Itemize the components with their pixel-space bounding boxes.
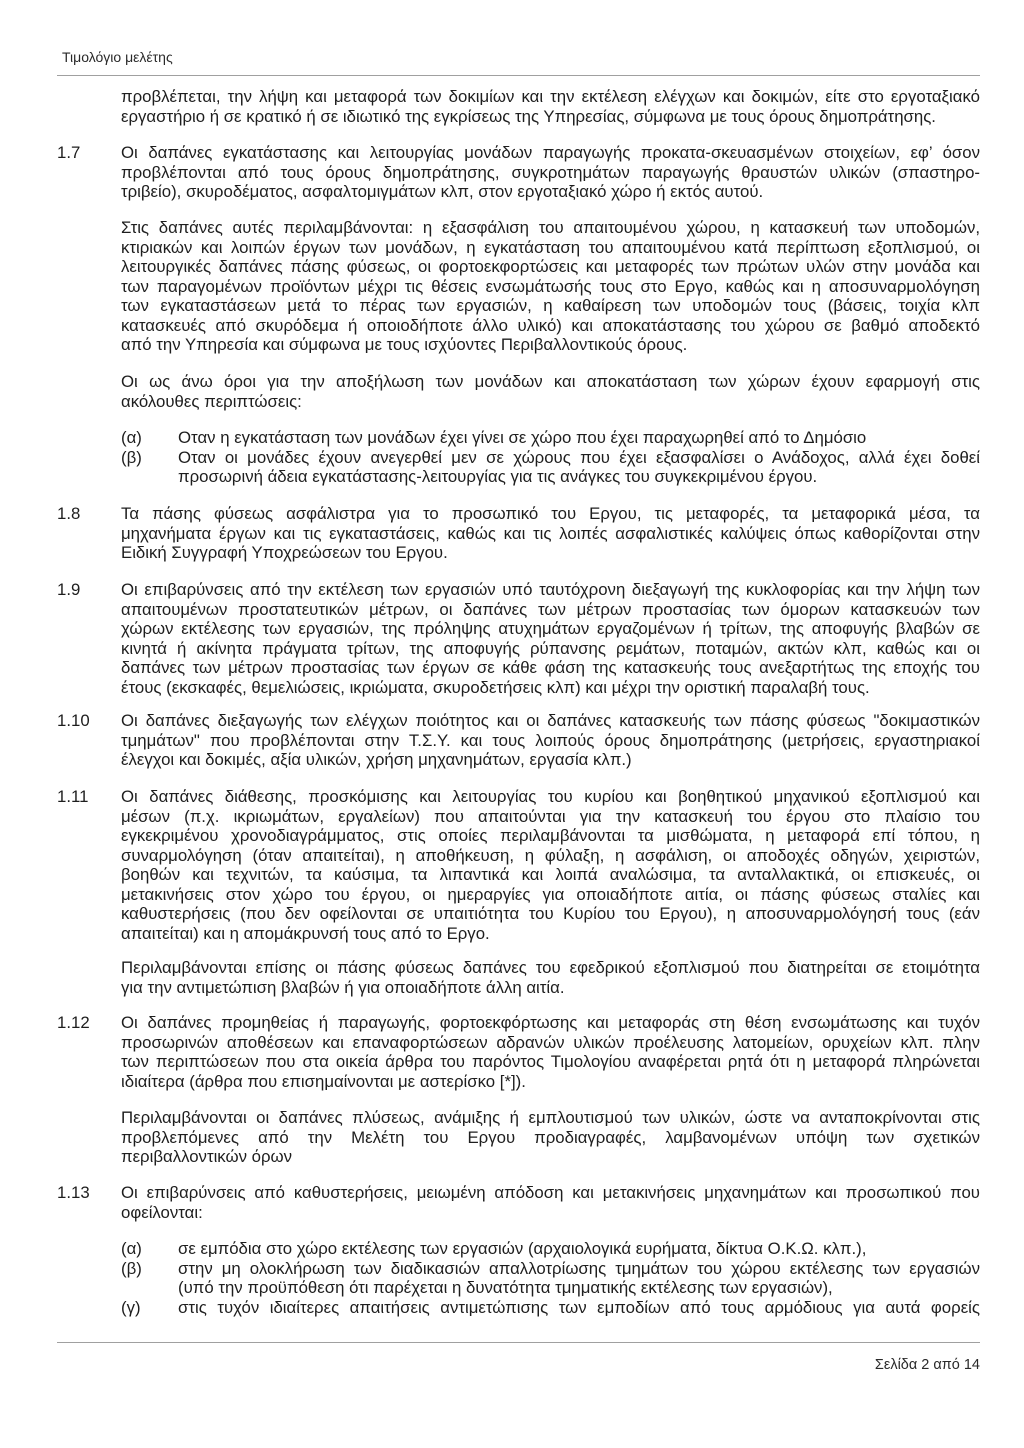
text-line: τμημάτων" που προβλέπονται στην Τ.Σ.Υ. και τους λοιπούς όρους δημοπράτησης (μετρήσεις, εργαστηριακοί — [121, 730, 980, 750]
list-item — [121, 1259, 980, 1298]
section-number: 1.11 — [57, 787, 89, 806]
text-line: Οι ως άνω όροι για την αποξήλωση των μονάδων και αποκατάσταση των χώρων έχουν εφαρμογή στις — [121, 372, 980, 391]
list-item-label: (β) — [121, 1258, 142, 1278]
text-line: περιβαλλοντικών όρων — [121, 1147, 293, 1166]
footer-divider — [57, 1342, 980, 1343]
page-number-label: Σελίδα 2 από 14 — [874, 1357, 980, 1373]
text-line: Οταν η εγκατάσταση των μονάδων έχει γίνει σε χώρο που έχει παραχωρηθεί από το Δημόσιο — [178, 428, 867, 447]
text-line: εγκεκριμένου χρονοδιαγράμματος, στις οποίες περιλαμβάνονται τα μισθώματα, η μεταφορά επί τόπου, η — [121, 826, 980, 845]
list-item — [121, 1239, 980, 1259]
list-item — [121, 1298, 980, 1318]
section-paragraph — [121, 218, 980, 355]
text-line: προβλέπονται από τους όρους δημοπράτησης, συγκροτημάτων παραγωγής θραυστών υλικών (σπαστηρο- — [121, 162, 980, 182]
text-line: εργαστήριο ή σε κρατικό ή σε ιδιωτικό της εγκρίσεως της Υπηρεσίας, σύμφωνα με τους όρους δημοπράτησης. — [121, 106, 936, 126]
section-number: 1.10 — [57, 711, 90, 730]
text-line: στις τυχόν ιδιαίτερες απαιτήσεις αντιμετώπισης των εμποδίων από τους αρμόδιους για αυτά φορείς — [178, 1297, 980, 1317]
section-number: 1.8 — [57, 504, 81, 523]
text-line: κινητά ή ακίνητα πράγματα τρίτων, της αποφυγής ρύπανσης ρεμάτων, ποταμών, ακτών κλπ, καθώς και οι — [121, 638, 980, 658]
section-number: 1.13 — [57, 1183, 90, 1202]
text-line: ακόλουθες περιπτώσεις: — [121, 391, 302, 411]
section-paragraph — [121, 504, 980, 563]
text-line: δαπάνες των μέτρων προστασίας των έργων σε κάθε φάση της κατασκευής τους ανεξαρτήτως της εποχής του — [121, 658, 980, 677]
section-paragraph — [121, 372, 980, 411]
section-paragraph — [121, 1013, 980, 1091]
text-line: Οταν οι μονάδες έχουν ανεγερθεί μεν σε χώρους που έχει εξασφαλίσει ο Ανάδοχος, αλλά έχει δοθεί — [178, 447, 980, 467]
section-paragraph — [121, 1183, 980, 1222]
section-paragraph — [121, 787, 980, 943]
list-item-label: (α) — [121, 428, 142, 447]
text-line: Οι επιβαρύνσεις από την εκτέλεση των εργασιών υπό ταυτόχρονη διεξαγωγή της κυκλοφορίας και την λήψη των — [121, 580, 980, 599]
text-line: στην μη ολοκλήρωση των διαδικασιών απαλλοτρίωσης τμημάτων του χώρου εκτέλεσης των εργασιών — [178, 1258, 980, 1278]
section-list — [121, 428, 980, 487]
list-item — [121, 448, 980, 487]
text-line: χώρων εκτέλεσης των εργασιών, της πρόληψης ατυχημάτων εργαζομένων ή τρίτων, της αποφυγής βλαβών σε — [121, 619, 980, 638]
section-paragraph — [121, 711, 980, 770]
intro-paragraph — [121, 87, 980, 126]
section-list — [121, 1239, 980, 1317]
text-line: προβλέπεται, την λήψη και μεταφορά των δοκιμίων και την εκτέλεση ελέγχων και δοκιμών, είτε στο εργοταξιακό — [121, 87, 980, 106]
text-line: Οι δαπάνες διάθεσης, προσκόμισης και λειτουργίας του κυρίου και βοηθητικού μηχανικού εξοπλισμού και — [121, 787, 980, 806]
text-line: Περιλαμβάνονται οι δαπάνες πλύσεως, ανάμιξης ή εμπλουτισμού των υλικών, ώστε να ανταποκρίνονται στις — [121, 1108, 980, 1127]
text-line: από την Υπηρεσία και σύμφωνα με τους ισχύοντες Περιβαλλοντικούς όρους. — [121, 335, 688, 354]
list-item-label: (α) — [121, 1239, 142, 1258]
text-line: Ειδική Συγγραφή Υποχρεώσεων του Εργου. — [121, 543, 448, 562]
text-line: Οι δαπάνες προμηθείας ή παραγωγής, φορτοεκφόρτωσης και μεταφοράς στη θέση ενσωμάτωσης και τυχόν — [121, 1013, 980, 1032]
text-line: Περιλαμβάνονται επίσης οι πάσης φύσεως δαπάνες του εφεδρικού εξοπλισμού που διατηρείται σε ετοιμότητα — [121, 958, 980, 977]
text-line: μετακινήσεις στον χώρο του έργου, οι ημεραργίες για οποιαδήποτε αιτία, οι πάσης φύσεως σταλίες και — [121, 884, 980, 904]
text-line: απαιτουμένων προστατευτικών μέτρων, οι δαπάνες των μέτρων προστασίας των όμορων κατασκευών των — [121, 599, 980, 619]
text-line: Τα πάσης φύσεως ασφάλιστρα για το προσωπικό του Εργου, τις μεταφορές, τα μεταφορικά μέσα, τα — [121, 504, 980, 523]
text-line: έτους (εκσκαφές, θεμελιώσεις, ικριώματα, σκυροδετήσεις κλπ) και μέχρι την οριστική παραλαβή τους. — [121, 677, 870, 697]
text-line: ιδιαίτερα (άρθρα που επισημαίνονται με αστερίσκο [*]). — [121, 1071, 526, 1091]
list-item-label: (β) — [121, 447, 142, 467]
text-line: οφείλονται: — [121, 1202, 203, 1222]
text-line: Οι επιβαρύνσεις από καθυστερήσεις, μειωμένη απόδοση και μετακινήσεις μηχανημάτων και προσωπικού που — [121, 1183, 980, 1202]
text-line: καθυστερήσεις (που δεν οφείλονται σε υπαιτιότητα του Κυρίου του Εργου), η αποσυναρμολόγησή τους (εάν — [121, 904, 980, 923]
text-line: προσωρινή άδεια εγκατάστασης-λειτουργίας για τις ανάγκες του συγκεκριμένου έργου. — [178, 467, 818, 486]
section-paragraph — [121, 143, 980, 202]
text-line: των παραγομένων προϊόντων μέχρι τις θέσεις ενσωμάτωσής τους στο Εργο, καθώς και η αποσυναρμολόγηση — [121, 276, 980, 296]
text-line: Οι δαπάνες διεξαγωγής των ελέγχων ποιότητος και οι δαπάνες κατασκευής των πάσης φύσεως "δοκιμαστικών — [121, 711, 980, 730]
text-line: των περιπτώσεων που στα οικεία άρθρα του παρόντος Τιμολογίου αναφέρεται ρητά ότι η μεταφορά πληρώνεται — [121, 1052, 980, 1071]
text-line: βοηθών και τεχνιτών, τα καύσιμα, τα λιπαντικά και λοιπά αναλώσιμα, τα ανταλλακτικά, οι επισκευές, οι — [121, 865, 980, 884]
section-number: 1.9 — [57, 580, 81, 599]
text-line: σε εμπόδια στο χώρο εκτέλεσης των εργασιών (αρχαιολογικά ευρήματα, δίκτυα Ο.Κ.Ω. κλπ.), — [178, 1239, 867, 1258]
text-line: των εγκαταστάσεων μετά το πέρας των εργασιών, η καθαίρεση των υποδομών τους (βάσεις, τοιχία κλπ — [121, 296, 980, 315]
text-line: (υπό την προϋπόθεση ότι παρέχεται η δυνατότητα τμηματικής εκτέλεσης των εργασιών), — [178, 1278, 833, 1297]
header-divider — [57, 75, 980, 76]
section-paragraph — [121, 580, 980, 697]
list-item — [121, 428, 980, 448]
text-line: μηχανήματα έργων και τις εγκαταστάσεις, καθώς και τις λοιπές ασφαλιστικές καλύψεις όπως καθορίζονται στην — [121, 523, 980, 543]
text-line: Στις δαπάνες αυτές περιλαμβάνονται: η εξασφάλιση του απαιτουμένου χώρου, η κατασκευή των υποδομών, — [121, 218, 980, 237]
text-line: λειτουργικές δαπάνες πάσης φύσεως, οι φορτοεκφορτώσεις και μεταφορές των πρώτων υλών στην μονάδα και — [121, 257, 980, 276]
text-line: μέσων (π.χ. ικριωμάτων, εργαλείων) που απαιτούνται για την κατασκευή του έργου στο πλαίσιο του — [121, 806, 980, 826]
text-line: έλεγχοι και δοκιμές, αξία υλικών, χρήση μηχανημάτων, εργασία κλπ.) — [121, 750, 632, 769]
text-line: κατασκευές από σκυρόδεμα ή οποιοδήποτε άλλο υλικό) και αποκατάστασης του χώρου σε βαθμό αποδεκτό — [121, 315, 980, 335]
text-line: κτιριακών και λοιπών έργων των μονάδων, η εγκατάσταση του απαιτουμένου κατά περίπτωση εξοπλισμού, οι — [121, 237, 980, 257]
text-line: απαιτείται) και η απομάκρυνσή τους από το Εργο. — [121, 923, 490, 943]
text-line: προσωρινών αποθέσεων και επαναφορτώσεων αδρανών υλικών προέλευσης λατομείων, ορυχείων κλπ. πλην — [121, 1032, 980, 1052]
section-paragraph — [121, 958, 980, 997]
section-paragraph — [121, 1108, 980, 1167]
text-line: προβλεπόμενες από την Μελέτη του Εργου προδιαγραφές, λαμβανομένων υπόψη των σχετικών — [121, 1127, 980, 1147]
list-item-label: (γ) — [121, 1297, 141, 1317]
text-line: συναρμολόγηση (όταν απαιτείται), η αποθήκευση, η φύλαξη, η ασφάλιση, οι αποδοχές οδηγών, χειριστών, — [121, 845, 980, 865]
page-header-title: Τιμολόγιο μελέτης — [62, 49, 173, 65]
text-line: Οι δαπάνες εγκατάστασης και λειτουργίας μονάδων παραγωγής προκατα-σκευασμένων στοιχείων, εφ’ όσον — [121, 143, 980, 162]
section-number: 1.7 — [57, 143, 81, 162]
text-line: τριβείο), σκυροδέματος, ασφαλτομιγμάτων κλπ, στον εργοταξιακό χώρο ή εκτός αυτού. — [121, 182, 764, 201]
section-number: 1.12 — [57, 1013, 90, 1032]
text-line: για την αντιμετώπιση βλαβών ή για οποιαδήποτε άλλη αιτία. — [121, 977, 565, 997]
